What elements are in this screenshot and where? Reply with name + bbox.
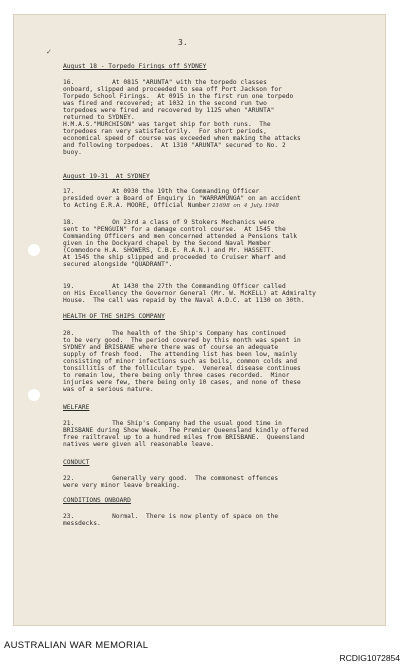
line-text: August 18 - Torpedo Firings off SYDNEY <box>63 63 207 70</box>
handwritten-annotation: 21698 on 4 July. 1948 <box>210 203 279 209</box>
line-text: 21. The Ship's Company had the usual good time in <box>63 420 282 427</box>
line-text: on His Excellency the Governor General (Mr. W. McKELL) at Admiralty <box>63 290 316 297</box>
section-heading <box>63 497 369 504</box>
line-text: returned to SYDNEY. <box>63 114 135 121</box>
section-heading <box>63 63 369 70</box>
line-text: CONDITIONS ONBOARD <box>63 497 131 504</box>
line-text: buoy. <box>63 149 82 156</box>
text-line <box>63 482 369 489</box>
line-text: torpedoes were fired and recovered by 1125 when "ARUNTA" <box>63 107 275 114</box>
line-text: injuries were few, there being only 10 cases, and none of these <box>63 379 301 386</box>
line-text: tonsillitis of the follicular type. Venereal disease continues <box>63 365 301 372</box>
text-line <box>63 202 369 210</box>
line-text: messdecks. <box>63 520 101 527</box>
text-line <box>63 441 369 448</box>
line-text: economical speed of course was exceeded when making the attacks <box>63 135 301 142</box>
line-text: WELFARE <box>63 404 90 411</box>
line-text: secured alongside "QUADRANT". <box>63 261 173 268</box>
line-text: HEALTH OF THE SHIPS COMPANY <box>63 313 165 320</box>
line-text: was of a serious nature. <box>63 386 154 393</box>
section-heading <box>63 459 369 466</box>
page-number: 3. <box>178 38 188 47</box>
punch-hole <box>28 244 40 256</box>
archive-record-id: RCDIG1072854 <box>339 653 400 663</box>
text-line <box>63 261 369 268</box>
line-text: 22. Generally very good. The commonest offences <box>63 475 279 482</box>
line-text: to remain low, there being only three cases recorded. Minor <box>63 372 290 379</box>
line-text: CONDUCT <box>63 459 90 466</box>
line-text: was fired and recovered; at 1032 in the second run two <box>63 100 267 107</box>
line-text: H.M.A.S."MURCHISON" was target ship for both runs. The <box>63 121 271 128</box>
line-text: 20. The health of the Ship's Company has continued <box>63 330 286 337</box>
line-text: sent to "PENGUIN" for a damage control course. At 1545 the <box>63 226 286 233</box>
line-text: BRISBANE during Show Week. The Premier Queensland kindly offered <box>63 427 309 434</box>
line-text: (Commodore H.A. SHOWERS, C.B.E. R.A.N.) and Mr. HASSETT. <box>63 247 275 254</box>
line-text: onboard, slipped and proceeded to sea off Port Jackson for <box>63 86 282 93</box>
archive-name: AUSTRALIAN WAR MEMORIAL <box>4 640 149 651</box>
line-text: free railtravel up to a hundred miles from BRISBANE. Queensland <box>63 434 305 441</box>
line-text: natives were given all reasonable leave. <box>63 441 215 448</box>
line-text: 19. At 1430 the 27th the Commanding Officer called <box>63 283 286 290</box>
line-text: At 1545 the ship slipped and proceeded to Cruiser Wharf and <box>63 254 286 261</box>
line-text: SYDNEY and BRISBANE where there was of course an adequate <box>63 344 279 351</box>
section-heading <box>63 313 369 320</box>
section-heading <box>63 173 369 180</box>
archive-footer <box>0 630 406 666</box>
line-text: given in the Dockyard chapel by the Second Naval Member <box>63 240 271 247</box>
line-text: to be very good. The period covered by this month was spent in <box>63 337 301 344</box>
line-text: presided over a Board of Enquiry in "WARRAMUNGA" on an accident <box>63 195 301 202</box>
line-text: 23. Normal. There is now plenty of space on the <box>63 513 279 520</box>
line-text: and following torpedoes. At 1310 "ARUNTA" secured to No. 2 <box>63 142 286 149</box>
text-line <box>63 386 369 393</box>
line-text: 18. On 23rd a class of 9 Stokers Mechanics were <box>63 219 275 226</box>
line-text: to Acting E.R.A. MOORE, Official Number <box>63 202 211 209</box>
line-text: August 19-31 At SYDNEY <box>63 173 150 180</box>
line-text: were very minor leave breaking. <box>63 482 181 489</box>
margin-tick-mark: ✓ <box>46 48 52 56</box>
text-line <box>63 297 369 304</box>
line-text: consisting of minor infections such as boils, common colds and <box>63 358 298 365</box>
text-line <box>63 149 369 156</box>
line-text: 16. At 0815 "ARUNTA" with the torpedo classes <box>63 79 267 86</box>
line-text: House. The call was repaid by the Naval A.D.C. at 1130 on 30th. <box>63 297 305 304</box>
line-text: supply of fresh food. The attending list has been low, mainly <box>63 351 298 358</box>
section-heading <box>63 404 369 411</box>
line-text: torpedoes ran very satisfactorily. For short periods, <box>63 128 267 135</box>
punch-hole <box>28 389 40 401</box>
line-text: 17. At 0930 the 19th the Commanding Officer <box>63 188 260 195</box>
text-line <box>63 520 369 527</box>
line-text: Torpedo School Firings. At 0915 in the first run one torpedo <box>63 93 294 100</box>
line-text: Commanding Officers and men concerned attended a Pensions talk <box>63 233 298 240</box>
